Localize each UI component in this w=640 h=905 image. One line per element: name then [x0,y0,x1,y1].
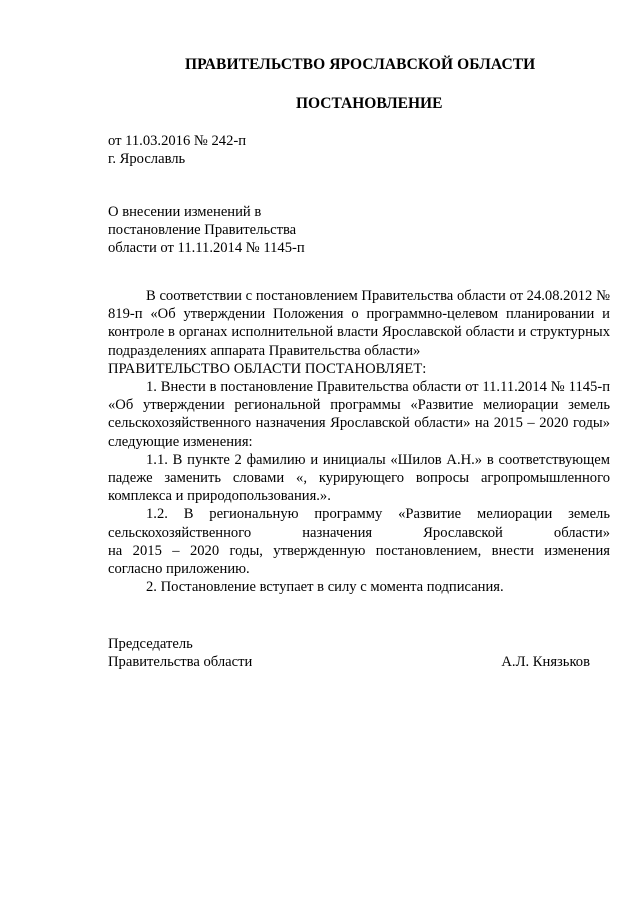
item-1-1-paragraph: 1.1. В пункте 2 фамилию и инициалы «Шилов А.Н.» в соответствующем падеже заменить словами «, курирующего вопросы агропромышленного комплекса и природопользования.». [108,451,610,505]
document-date-number: от 11.03.2016 № 242-п [108,133,247,149]
resolves-line: ПРАВИТЕЛЬСТВО ОБЛАСТИ ПОСТАНОВЛЯЕТ: [108,360,427,377]
signature-row [108,653,590,671]
signature-block [108,635,590,671]
preamble-paragraph: В соответствии с постановлением Правительства области от 24.08.2012 № 819-п «Об утверждении Положения о программно-целевом планировании и контроле в органах исполнительной власти Ярославской области и структурных подразделениях аппарата Правительства области» [108,288,610,359]
item-1-paragraph: 1. Внести в постановление Правительства области от 11.11.2014 № 1145-п «Об утверждении региональной программы «Развитие мелиорации земель сельскохозяйственного назначения Ярославской области» на 2015 – 2020 годы» следующие изменения: [108,379,610,450]
signatory-name: А.Л. Князьков [501,654,590,670]
item-2-paragraph: 2. Постановление вступает в силу с момента подписания. [146,579,504,596]
subject-line-1: О внесении изменений в [108,204,262,220]
document-type-title: ПОСТАНОВЛЕНИЕ [296,95,443,112]
organization-header: ПРАВИТЕЛЬСТВО ЯРОСЛАВСКОЙ ОБЛАСТИ [185,56,536,73]
signatory-title-line-2: Правительства области [108,654,253,670]
subject-line-3: области от 11.11.2014 № 1145-п [108,240,305,256]
item-1-2-paragraph-part1: 1.2. В региональную программу «Развитие мелиорации земель сельскохозяйственного назначения Ярославской области» [108,506,610,541]
document-body [108,287,610,596]
signatory-title-line-1: Председатель [108,636,193,652]
document-city: г. Ярославль [108,151,186,167]
subject-line-2: постановление Правительства [108,222,297,238]
item-1-2-paragraph-part2: на 2015 – 2020 годы, утвержденную постановлением, внести изменения согласно приложению. [108,542,610,578]
